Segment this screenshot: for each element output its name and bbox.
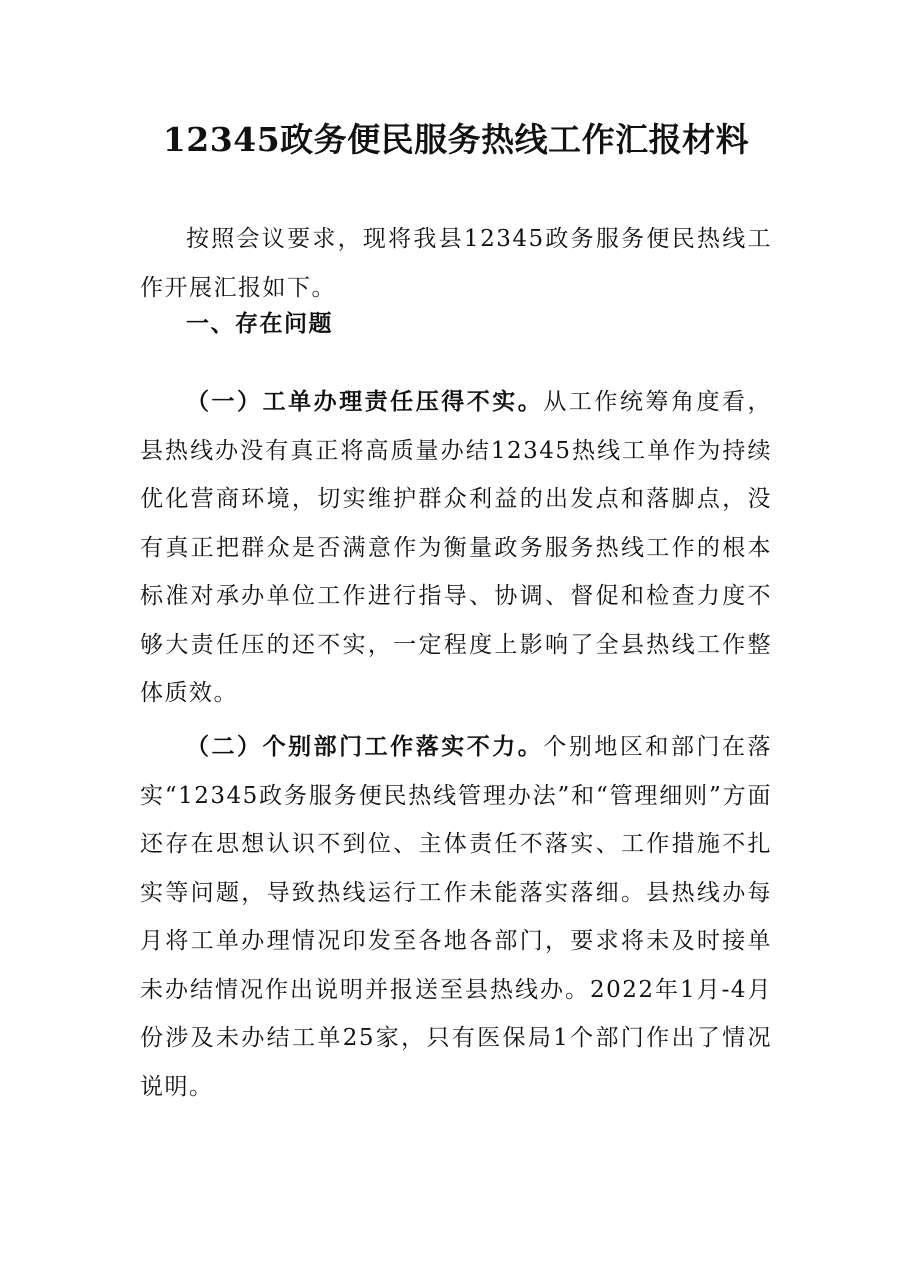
problem-paragraph-2 — [140, 723, 772, 1111]
problem-2-lead: （二）个别部门工作落实不力。 — [186, 733, 544, 760]
section-heading: 一、存在问题 — [186, 310, 333, 337]
problem-1-text: 从工作统筹角度看，县热线办没有真正将高质量办结12345热线工单作为持续优化营商环境，切实维护群众利益的出发点和落脚点，没有真正把群众是否满意作为衡量政务服务热线工作的根本标准对承办单位工作进行指导、协调、督促和检查力度不够大责任压的还不实，一定程度上影响了全县热线工作整体质效。 — [140, 389, 773, 706]
document-title: 12345政务便民服务热线工作汇报材料 — [162, 120, 750, 159]
problem-2-text: 个别地区和部门在落实“12345政务服务便民热线管理办法”和“管理细则”方面还存在思想认识不到位、主体责任不落实、工作措施不扎实等问题，导致热线运行工作未能落实落细。县热线办每月将工单办理情况印发至各地各部门，要求将未及时接单未办结情况作出说明并报送至县热线办。2022年1月-4月份涉及未办结工单25家，只有医保局1个部门作出了情况说明。 — [140, 734, 773, 1100]
problem-paragraph-1 — [140, 378, 772, 718]
intro-paragraph: 按照会议要求，现将我县12345政务服务便民热线工作开展汇报如下。 — [140, 226, 772, 301]
problem-1-lead: （一）工单办理责任压得不实。 — [186, 388, 544, 415]
